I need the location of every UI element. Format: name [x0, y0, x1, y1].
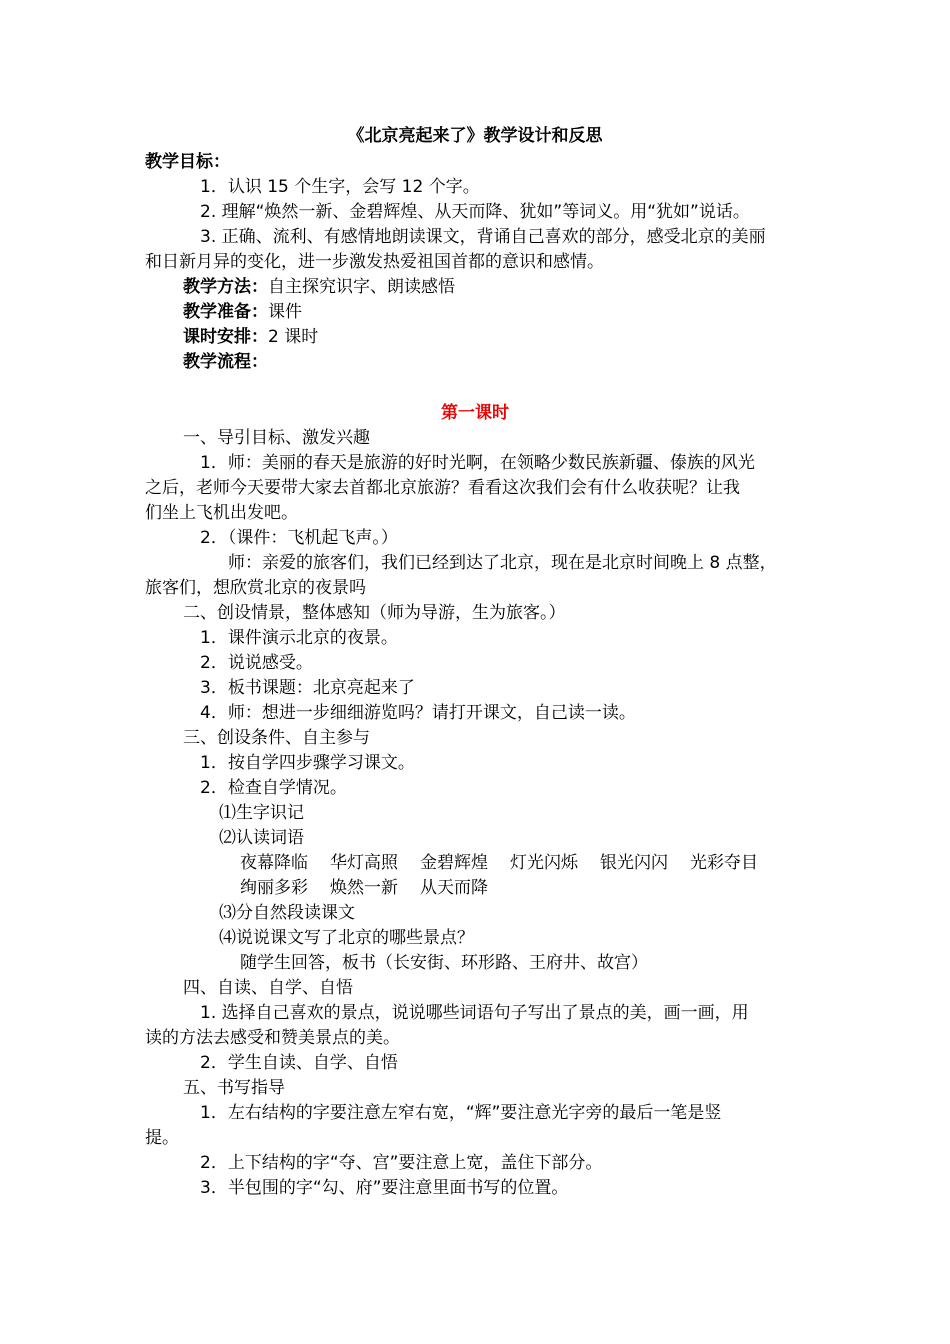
- word-item: 焕然一新: [330, 878, 398, 898]
- goal-1: 1．认识 15 个生字，会写 12 个字。: [200, 177, 480, 197]
- section-3-sub-4: ⑷说说课文写了北京的哪些景点？: [219, 928, 474, 948]
- section-2-item-4: 4．师：想进一步细细游览吗？请打开课文，自己读一读。: [200, 703, 636, 723]
- section-5-item-1-line-2: 提。: [145, 1128, 179, 1148]
- goals-heading: 教学目标：: [145, 152, 230, 172]
- word-item: 金碧辉煌: [420, 853, 488, 873]
- method-row: [183, 275, 455, 299]
- section-3-sub-3: ⑶分自然段读课文: [219, 903, 355, 923]
- word-item: 银光闪闪: [600, 853, 668, 873]
- section-3-answer: 随学生回答，板书（长安街、环形路、王府井、故宫）: [240, 953, 648, 973]
- method-label: 教学方法：: [183, 277, 268, 297]
- goal-3-line-2: 和日新月异的变化，进一步激发热爱祖国首都的意识和感情。: [145, 252, 604, 272]
- section-4-item-2: 2．学生自读、自学、自悟: [200, 1053, 398, 1073]
- section-3-item-2: 2．检查自学情况。: [200, 778, 347, 798]
- flow-label: 教学流程：: [183, 352, 268, 372]
- section-1-para-1-line-2: 之后，老师今天要带大家去首都北京旅游？看看这次我们会有什么收获呢？让我: [145, 478, 740, 498]
- method-value: 自主探究识字、朗读感悟: [268, 277, 455, 297]
- section-5-item-3: 3．半包围的字“勾、府”要注意里面书写的位置。: [200, 1178, 569, 1198]
- section-1-para-1-line-3: 们坐上飞机出发吧。: [145, 503, 298, 523]
- section-3-heading: 三、创设条件、自主参与: [183, 728, 370, 748]
- section-1-para-1-line-1: 1．师：美丽的春天是旅游的好时光啊，在领略少数民族新疆、傣族的风光: [200, 453, 755, 473]
- word-list-row-1: [240, 851, 780, 875]
- word-item: 华灯高照: [330, 853, 398, 873]
- prep-label: 教学准备：: [183, 302, 268, 322]
- word-item: 从天而降: [420, 878, 488, 898]
- section-3-item-1: 1．按自学四步骤学习课文。: [200, 753, 415, 773]
- section-3-sub-2: ⑵认读词语: [219, 828, 304, 848]
- section-2-item-2: 2．说说感受。: [200, 653, 313, 673]
- section-2-item-1: 1．课件演示北京的夜景。: [200, 628, 398, 648]
- word-item: 夜幕降临: [240, 853, 308, 873]
- document-title: 《北京亮起来了》教学设计和反思: [347, 126, 603, 146]
- prep-row: [183, 300, 302, 324]
- goal-3-line-1: 3. 正确、流利、有感情地朗读课文，背诵自己喜欢的部分，感受北京的美丽: [200, 227, 766, 247]
- section-4-heading: 四、自读、自学、自悟: [183, 978, 353, 998]
- hours-value: 2 课时: [268, 327, 319, 347]
- section-1-para-2-line-2: 师：亲爱的旅客们，我们已经到达了北京，现在是北京时间晚上 8 点整，: [228, 553, 777, 573]
- word-list-row-2: [240, 876, 510, 900]
- section-3-sub-1: ⑴生字识记: [219, 803, 304, 823]
- hours-label: 课时安排：: [183, 327, 268, 347]
- section-2-item-3: 3．板书课题：北京亮起来了: [200, 678, 415, 698]
- section-1-para-2: 2．（课件：飞机起飞声。）: [200, 528, 398, 548]
- section-5-item-1-line-1: 1．左右结构的字要注意左窄右宽，“辉”要注意光字旁的最后一笔是竖: [200, 1103, 722, 1123]
- hours-row: [183, 325, 318, 349]
- goal-2: 2. 理解“焕然一新、金碧辉煌、从天而降、犹如”等词义。用“犹如”说话。: [200, 202, 750, 222]
- section-4-item-1-line-2: 读的方法去感受和赞美景点的美。: [145, 1028, 400, 1048]
- word-item: 灯光闪烁: [510, 853, 578, 873]
- word-item: 光彩夺目: [690, 853, 758, 873]
- section-5-item-2: 2．上下结构的字“夺、宫”要注意上宽，盖住下部分。: [200, 1153, 603, 1173]
- word-item: 绚丽多彩: [240, 878, 308, 898]
- section-1-heading: 一、导引目标、激发兴趣: [183, 428, 370, 448]
- section-2-heading: 二、创设情景，整体感知（师为导游，生为旅客。）: [183, 603, 566, 623]
- section-4-item-1-line-1: 1. 选择自己喜欢的景点，说说哪些词语句子写出了景点的美，画一画，用: [200, 1003, 749, 1023]
- section-1-para-2-line-3: 旅客们，想欣赏北京的夜景吗: [145, 578, 366, 598]
- section-5-heading: 五、书写指导: [183, 1078, 285, 1098]
- lesson-title: 第一课时: [441, 403, 509, 423]
- prep-value: 课件: [268, 302, 302, 322]
